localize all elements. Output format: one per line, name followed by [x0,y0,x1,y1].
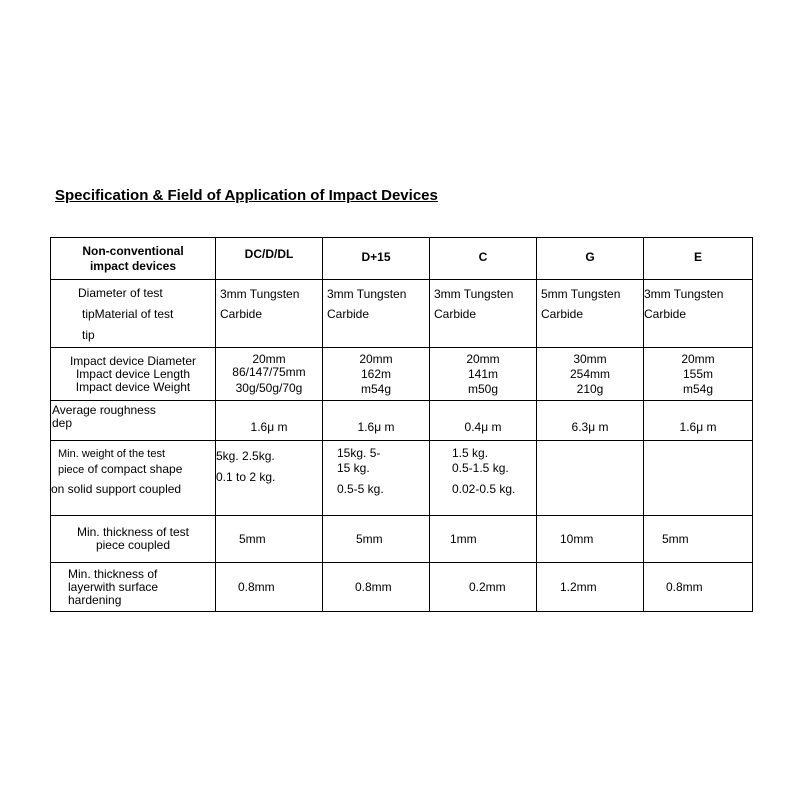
cell-line: 254mm [569,366,610,381]
table-cell [430,348,537,401]
spec-table [50,237,753,612]
header-device-g [537,238,644,280]
table-cell [323,348,430,401]
cell-line: 5kg. 2.5kg. [216,449,275,463]
table-cell [644,348,753,401]
table-cell: 1.6μ m [216,401,323,441]
cell-line: 15kg. 5- [337,446,381,460]
table-cell [216,441,323,516]
table-cell [216,280,323,348]
table-cell: 1mm [430,516,537,563]
header-label-cell [51,238,216,280]
cell-line: 5mm Tungsten [541,287,621,301]
table-cell: 1.2mm [537,563,644,612]
table-cell: 5mm [323,516,430,563]
table-cell [644,280,753,348]
cell-line: Carbide [644,307,687,321]
table-cell: 0.2mm [430,563,537,612]
table-cell [537,348,644,401]
table-cell: 5mm [644,516,753,563]
table-cell: 5mm [216,516,323,563]
cell-line: m54g [360,381,392,396]
cell-line: 20mm [466,351,500,366]
cell-line: 15 kg. [337,461,370,475]
table-row-min-weight [51,441,753,516]
header-device-label: DC/D/DL [244,247,294,261]
table-cell [216,348,323,401]
cell-line: 3mm Tungsten [434,287,514,301]
table-cell: 6.3μ m [537,401,644,441]
cell-line: 86/147/75mm [232,365,306,379]
row-label [51,441,216,516]
header-device-label: D+15 [361,249,391,264]
table-cell: 0.8mm [216,563,323,612]
row-label-line: Min. weight of the test [58,448,165,460]
row-label-line: Average roughness [52,403,156,417]
row-label-line: piece [58,464,85,476]
page-title: Specification & Field of Application of Impact Devices [55,187,438,204]
table-cell: 10mm [537,516,644,563]
row-label-line: of compact shape [87,462,183,476]
table-cell: 0.8mm [644,563,753,612]
table-cell: 1.6μ m [644,401,753,441]
table-cell [430,280,537,348]
cell-line: m54g [682,381,714,396]
cell-line: 141m [467,366,499,381]
row-label-line: layerwith surface [68,579,159,594]
cell-line: 3mm Tungsten [644,287,724,301]
table-cell [323,280,430,348]
cell-line: 20mm [252,352,286,366]
table-row-roughness [51,401,753,441]
row-label-line: on solid support coupled [51,482,182,496]
cell-line: Carbide [220,307,263,321]
cell-line: 20mm [359,351,393,366]
cell-line: 3mm Tungsten [220,287,300,301]
row-label [51,563,216,612]
cell-line: 155m [682,366,714,381]
cell-line: 0.02-0.5 kg. [452,482,516,496]
table-cell [430,441,537,516]
row-label [51,516,216,563]
header-device-dc [216,238,323,280]
cell-line: 210g [576,381,604,396]
table-cell-empty [644,441,753,516]
cell-line: Carbide [434,307,477,321]
header-device-d15 [323,238,430,280]
row-label-line: tip [82,328,95,342]
header-label-line: impact devices [89,258,177,273]
row-label [51,348,216,401]
cell-line: 30mm [573,351,607,366]
row-label [51,401,216,441]
table-row-layer-thickness [51,563,753,612]
row-label-line: Diameter of test [78,286,163,300]
row-label-line: Impact device Diameter [69,353,197,368]
row-label-line: Impact device Weight [75,379,191,394]
cell-line: 0.5-5 kg. [337,482,384,496]
header-device-c [430,238,537,280]
cell-line: m50g [467,381,499,396]
cell-line: 3mm Tungsten [327,287,407,301]
cell-line: 162m [360,366,392,381]
table-cell [537,280,644,348]
row-label-line: Min. thickness of test [76,525,190,539]
row-label-line: tipMaterial of test [82,307,174,321]
header-device-label: E [693,249,702,264]
row-label-line: hardening [68,592,122,607]
header-device-e [644,238,753,280]
row-label [51,280,216,348]
cell-line: 1.5 kg. [452,446,489,460]
table-cell: 1.6μ m [323,401,430,441]
table-header-row [51,238,753,280]
row-label-line: Impact device Length [75,366,191,381]
cell-line: Carbide [541,307,584,321]
row-label-line: piece coupled [95,538,171,552]
table-cell: 0.8mm [323,563,430,612]
table-cell [323,441,430,516]
header-device-label: G [585,249,595,264]
cell-line: 0.1 to 2 kg. [216,470,276,484]
table-cell: 0.4μ m [430,401,537,441]
table-row-dimensions [51,348,753,401]
cell-line: 20mm [681,351,715,366]
cell-line: 30g/50g/70g [235,381,303,395]
table-row-min-thickness [51,516,753,563]
table-cell-empty [537,441,644,516]
header-device-label: C [478,249,488,264]
header-label-line: Non-conventional [82,243,184,258]
table-row-diameter-tip [51,280,753,348]
cell-line: 0.5-1.5 kg. [452,461,509,475]
row-label-line: dep [52,416,73,430]
cell-line: Carbide [327,307,370,321]
row-label-line: Min. thickness of [68,566,158,581]
